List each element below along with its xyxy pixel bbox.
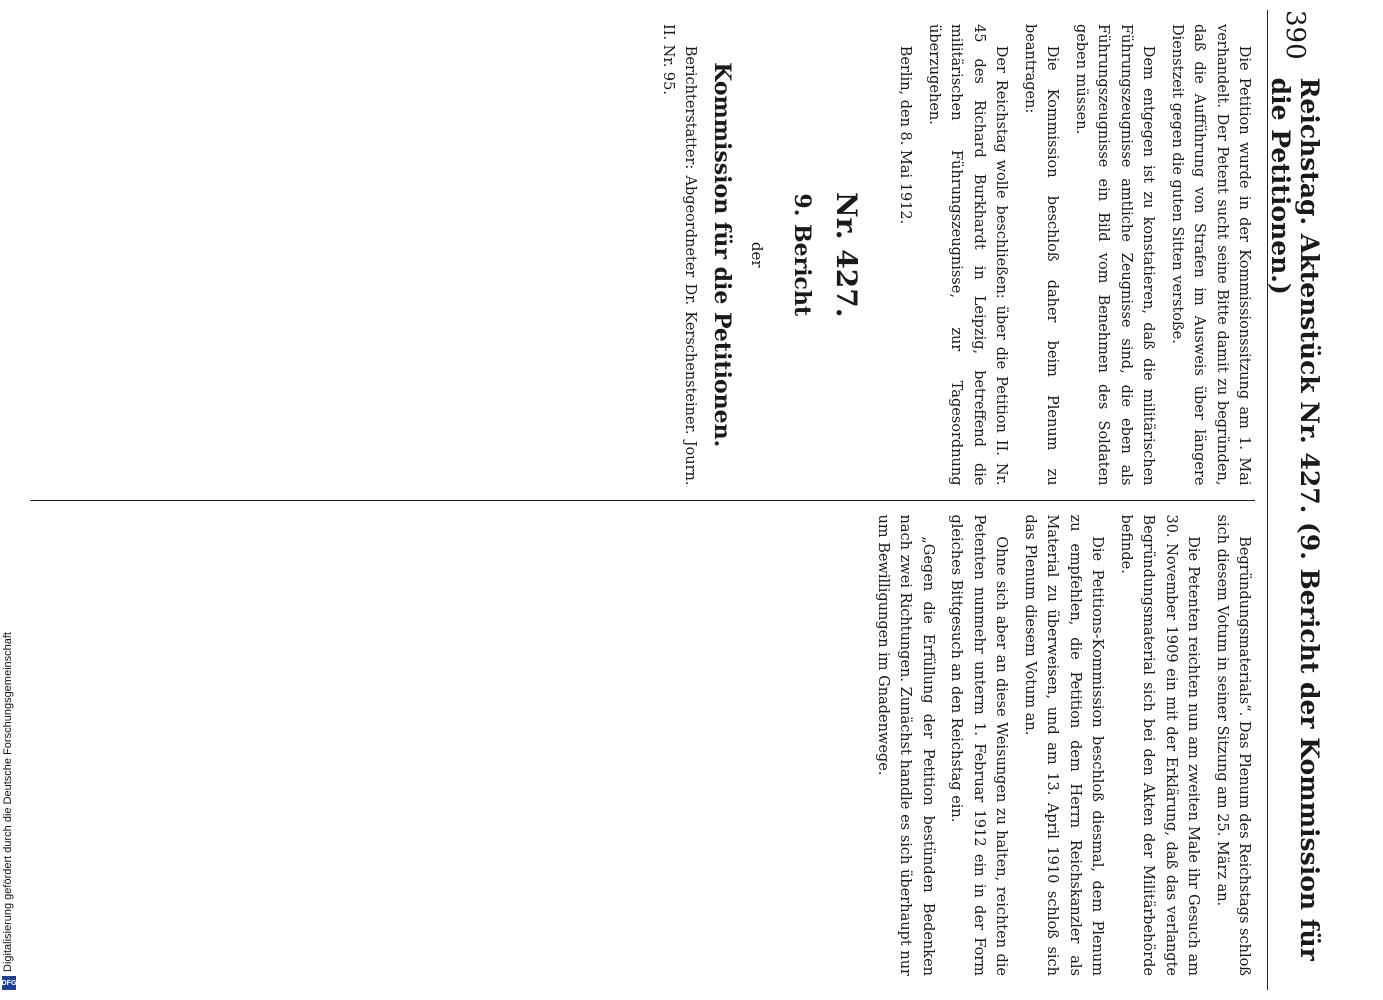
- left-paragraph-4: Der Reichstag wolle beschließen: über die Petition II. Nr. 45 des Richard Burkhardt in Leipzig, betreffend die militärischen Führungszeugnisse, zur Tagesordnung überzugehen.: [925, 24, 1010, 486]
- left-column: [30, 10, 1255, 501]
- report-number: Nr. 427.: [829, 192, 863, 318]
- digitization-footer: [2, 10, 18, 990]
- text-columns: [30, 10, 1255, 990]
- page-number: 390: [1280, 10, 1310, 60]
- right-column: [30, 501, 1255, 991]
- right-paragraph-3: Die Petitions-Kommission beschloß diesmal, dem Plenum zu empfehlen, die Petition dem Herrn Reichskanzler als Material zu überweisen, und am 13. April 1910 schloß sich das Plenum diesem Votum an.: [1021, 514, 1106, 976]
- report-label: 9. Bericht: [788, 193, 815, 317]
- left-paragraph-3: Die Kommission beschloß daher beim Plenum zu beantragen:: [1021, 24, 1061, 486]
- rotated-document-page: [22, 0, 1322, 1000]
- left-paragraph-5: Berlin, den 8. Mai 1912.: [897, 45, 914, 225]
- report-title: Kommission für die Petitionen.: [709, 62, 736, 448]
- right-paragraph-1: Begründungsmaterials“. Das Plenum des Reichstags schloß sich diesem Votum in seiner Sitzung am 25. März an.: [1213, 514, 1252, 976]
- left-paragraph-1: Die Petition wurde in der Kommissionssitzung am 1. Mai verhandelt. Der Petent sucht seine Bitte damit zu begründen, daß die Aufführung von Strafen im Ausweis über längere Dienstzeit gegen die guten Sitten verstoße.: [1168, 24, 1252, 486]
- right-paragraph-2: Die Petenten reichten nun am zweiten Male ihr Gesuch am 30. November 1909 ein mit der Erklärung, daß das verlangte Begründungsmaterial sich bei den Akten der Militärbehörde befinde.: [1117, 514, 1202, 976]
- running-head: Reichstag. Aktenstück Nr. 427. (9. Bericht der Kommission für die Petitionen.): [1266, 77, 1324, 961]
- left-paragraph-2: Dem entgegen ist zu konstatieren, daß die militärischen Führungszeugnisse amtliche Zeugnisse sind, die eben als Führungszeugnisse ein Bild vom Benehmen des Soldaten geben müssen.: [1072, 24, 1157, 486]
- right-paragraph-5: „Gegen die Erfüllung der Petition bestünden Bedenken nach zwei Richtungen. Zunächst handle es sich überhaupt nur um Bewilligungen im Gnadenwege.: [874, 514, 936, 976]
- page-header: [1267, 10, 1322, 990]
- rapporteur-line: Berichterstatter: Abgeordneter Dr. Kerschensteiner. Journ. II. Nr. 95.: [659, 24, 699, 486]
- report-word: der: [748, 241, 767, 268]
- dfg-logo-icon: DFG: [2, 976, 16, 990]
- digitization-notice: Digitalisierung gefördert durch die Deutsche Forschungsgemeinschaft: [2, 632, 14, 972]
- right-paragraph-4: Ohne sich aber an diese Weisungen zu halten, reichten die Petenten nunmehr unterm 1. Februar 1912 ein in der Form gleiches Bittgesuch an den Reichstag ein.: [948, 514, 1010, 976]
